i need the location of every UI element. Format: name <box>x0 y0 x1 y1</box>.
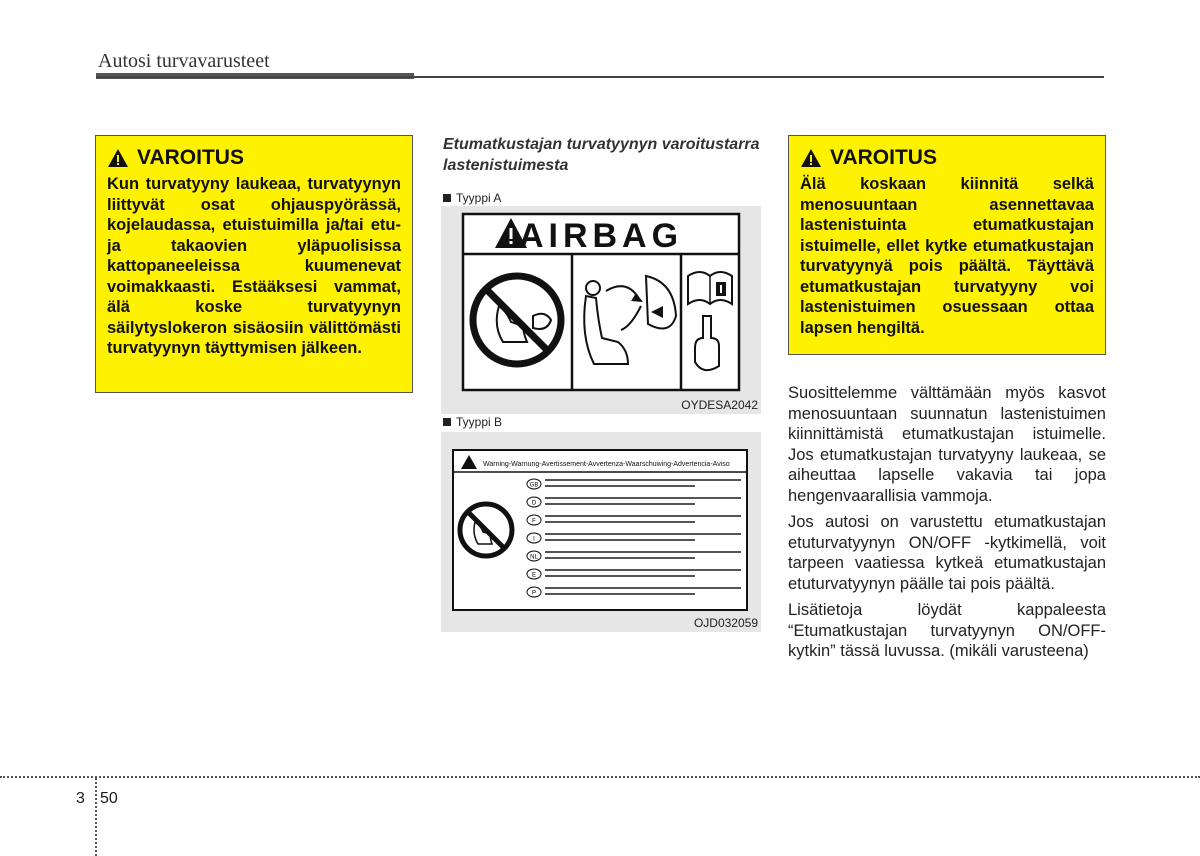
warning-text-line <box>545 533 741 535</box>
warning-text-line <box>545 479 741 481</box>
multilingual-header-text: Warning-Warnung-Avertissement-Avvertenza-Waarschuwing-Advertencia-Aviso <box>483 461 730 468</box>
warning-text-line <box>545 557 695 559</box>
bullet-square-icon <box>443 194 451 202</box>
language-code: E <box>531 572 537 579</box>
airbag-label-text: AIRBAG <box>518 217 684 255</box>
body-paragraph-1: Suosittelemme välttämään myös kasvot menosuuntaan suunnatun lastenistuimen kiinnittämistä etumatkustajan istuimelle. Jos etumatkustajan turvatyyny laukeaa, se aiheuttaa lapselle vakavia tai jopa hengenvaarallisia vammoja. <box>788 384 1106 505</box>
type-a-label: Tyyppi A <box>456 191 502 205</box>
multilingual-warning-label <box>441 432 761 632</box>
header-rule <box>96 76 1104 78</box>
right-warning-heading <box>800 146 1094 170</box>
bullet-square-icon <box>443 418 451 426</box>
warning-text-line <box>545 587 741 589</box>
warning-text-line <box>545 593 695 595</box>
type-b-image-panel <box>441 432 761 632</box>
warning-text-line <box>545 515 741 517</box>
right-warning-box <box>788 135 1106 355</box>
language-code: I <box>533 536 535 543</box>
language-code: NL <box>530 554 538 561</box>
type-b-label: Tyyppi B <box>456 415 503 429</box>
section-title: Etumatkustajan turvatyynyn varoitustarra lastenistuimesta <box>443 136 760 174</box>
warning-text-line <box>545 539 695 541</box>
language-code: D <box>531 500 537 507</box>
warning-text-line <box>545 497 741 499</box>
warning-text-line <box>545 551 741 553</box>
body-paragraph-3: Lisätietoja löydät kappaleesta “Etumatkustajan turvatyynyn ON/OFF-kytkin” tässä luvussa. (mikäli varusteena) <box>788 601 1106 660</box>
right-warning-title: VAROITUS <box>830 146 937 169</box>
footer-rule <box>0 776 1200 778</box>
warning-text-line <box>545 503 695 505</box>
warning-text-line <box>545 575 695 577</box>
airbag-label-illustration <box>441 206 761 414</box>
language-code: P <box>531 590 537 597</box>
page-header-title: Autosi turvavarusteet <box>98 50 270 72</box>
warning-text-line <box>545 485 695 487</box>
warning-text-line <box>545 521 695 523</box>
warning-triangle-icon <box>800 148 822 168</box>
body-paragraph-2: Jos autosi on varustettu etumatkustajan etuturvatyynyn ON/OFF -kytkimellä, voit tarpeen vaatiessa kytkeä etumatkustajan etuturvatyynyn päälle tai pois päältä. <box>788 513 1106 593</box>
left-warning-box <box>95 135 413 393</box>
page-number: 50 <box>100 790 118 807</box>
left-warning-heading <box>107 146 401 170</box>
chapter-number: 3 <box>76 790 85 807</box>
type-a-image-panel <box>441 206 761 414</box>
language-code: F <box>532 518 536 525</box>
warning-triangle-icon <box>107 148 129 168</box>
footer-divider <box>95 778 97 856</box>
left-warning-title: VAROITUS <box>137 146 244 169</box>
body-text <box>788 383 1106 668</box>
warning-text-line <box>545 569 741 571</box>
type-a-image-code: OYDESA2042 <box>681 398 758 412</box>
left-warning-text: Kun turvatyyny laukeaa, turvatyynyn liittyvät osat ohjauspyörässä, kojelaudassa, etuistuimilla ja/tai etu- ja takaovien yläpuolisissa kattopaneeleissa kuumenevat voimakkaasti. Estääksesi vammat, älä koske turvatyynyn säilytyslokeron sisäosiin välittömästi turvatyynyn täyttymisen jälkeen. <box>107 175 401 357</box>
type-b-label-row <box>443 415 502 429</box>
right-warning-text: Älä koskaan kiinnitä selkä menosuuntaan asennettavaa lastenistuinta etumatkustajan istuimelle, ellet kytke etumatkustajan turvatyynyä pois päältä. Täyttävä etumatkustajan turvatyyny voi lastenistuimen osuessaan ottaa lapsen hengiltä. <box>800 175 1094 337</box>
type-a-label-row <box>443 191 501 205</box>
type-b-image-code: OJD032059 <box>693 616 758 630</box>
language-code: GB <box>529 482 539 489</box>
